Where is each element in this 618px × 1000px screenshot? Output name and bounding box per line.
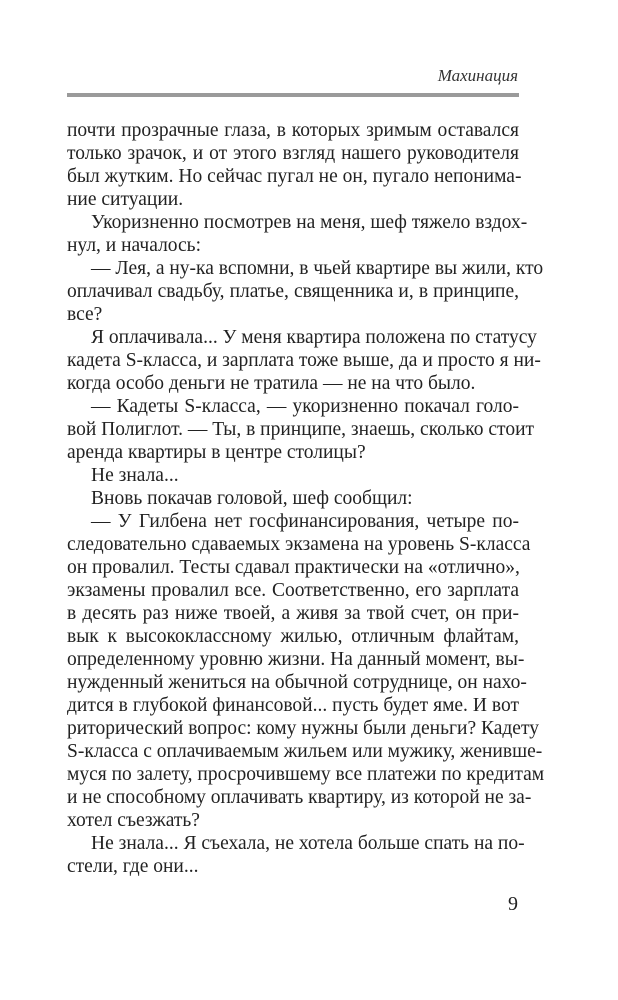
text-line: Не знала... Я съехала, не хотела больше спать на по- <box>91 833 525 854</box>
text-line: дится в глубокой финансовой... пусть будет яме. И вот <box>67 695 519 716</box>
text-line: — Кадеты S-класса, — укоризненно покачал голо- <box>91 396 519 417</box>
text-line: вой Полиглот. — Ты, в принципе, знаешь, сколько стоит <box>67 419 535 440</box>
text-line: Не знала... <box>91 465 179 486</box>
text-line: нужденный жениться на обычной сотруднице, он нахо- <box>67 672 527 693</box>
text-line: почти прозрачные глаза, в которых зримым оставался <box>67 120 519 141</box>
text-line: кадета S-класса, и зарплата тоже выше, да и просто я ни- <box>67 350 541 371</box>
text-line: ние ситуации. <box>67 189 184 210</box>
text-line: вык к высококлассному жилью, отличным флайтам, <box>67 626 519 647</box>
text-line: аренда квартиры в центре столицы? <box>67 442 366 463</box>
text-line: оплачивал свадьбу, платье, священника и, в принципе, <box>67 281 519 302</box>
text-line: Укоризненно посмотрев на меня, шеф тяжело вздох- <box>91 212 528 233</box>
text-line: — У Гилбена нет госфинансирования, четыре по- <box>91 511 519 532</box>
page-number: 9 <box>508 893 518 915</box>
text-line: — Лея, а ну-ка вспомни, в чьей квартире вы жили, кто <box>91 258 544 279</box>
text-line: только зрачок, и от этого взгляд нашего руководителя <box>67 143 519 164</box>
text-line: стели, где они... <box>67 856 199 877</box>
text-line: и не способному оплачивать квартиру, из которой не за- <box>67 787 532 808</box>
text-line: определенному уровню жизни. На данный момент, вы- <box>67 649 525 670</box>
text-line: муся по залету, просрочившему все платежи по кредитам <box>67 764 545 785</box>
header-rule <box>67 93 519 97</box>
text-line: S-класса с оплачиваемым жильем или мужику, женивше- <box>67 741 543 762</box>
text-line: в десять раз ниже твоей, а живя за твой счет, он при- <box>67 603 519 624</box>
text-line: нул, и началось: <box>67 235 201 256</box>
text-line: Я оплачивала... У меня квартира положена по статусу <box>91 327 537 348</box>
text-line: был жутким. Но сейчас пугал не он, пугало непонима- <box>67 166 522 187</box>
text-line: экзамены провалил все. Соответственно, его зарплата <box>67 580 519 601</box>
body-text <box>67 119 545 878</box>
text-line: когда особо деньги не тратила — не на что было. <box>67 373 476 394</box>
text-line: риторический вопрос: кому нужны были деньги? Кадету <box>67 718 539 739</box>
text-line: Вновь покачав головой, шеф сообщил: <box>91 488 413 509</box>
text-line: все? <box>67 304 103 325</box>
text-line: следовательно сдаваемых экзамена на уровень S-класса <box>67 534 531 555</box>
text-line: он провалил. Тесты сдавал практически на «отлично», <box>67 557 520 578</box>
text-line: хотел съезжать? <box>67 810 200 831</box>
running-head: Махинация <box>437 66 518 85</box>
